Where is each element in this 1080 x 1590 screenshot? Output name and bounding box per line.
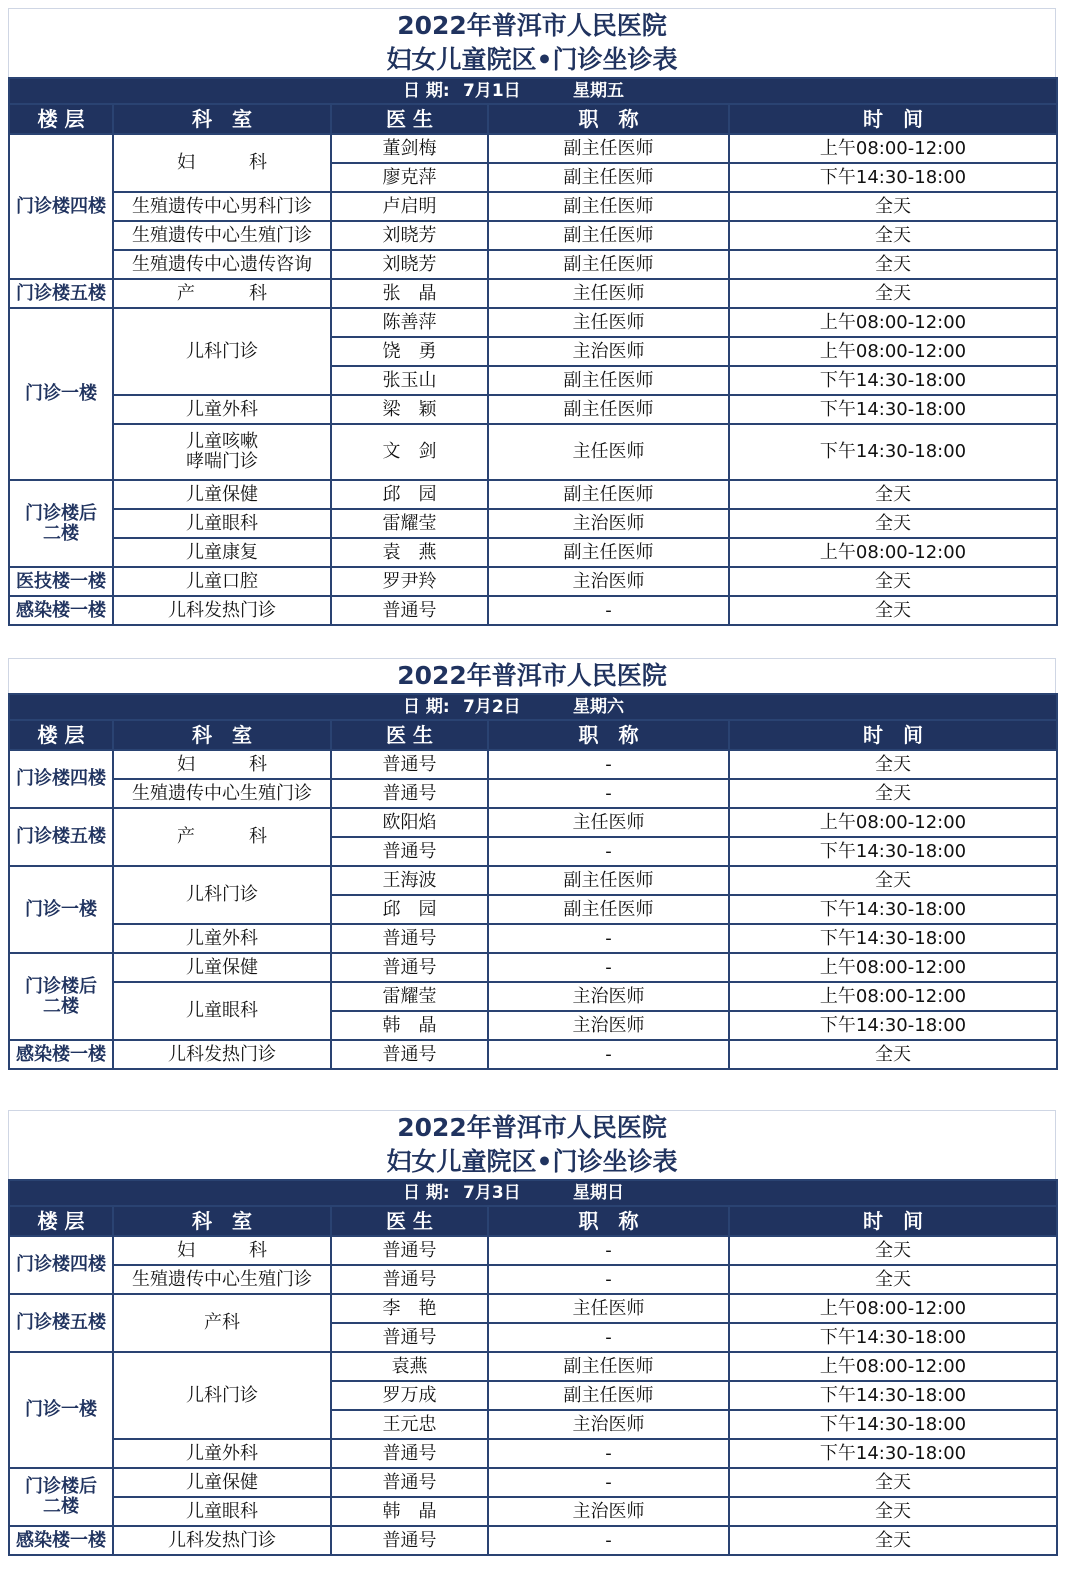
header-title: 职 称 bbox=[488, 720, 729, 750]
table-row bbox=[9, 1468, 1057, 1497]
time-cell: 全天 bbox=[729, 567, 1057, 596]
doctor-cell: 普通号 bbox=[331, 750, 488, 779]
title-cell: 主任医师 bbox=[488, 279, 729, 308]
schedule-title bbox=[8, 658, 1056, 693]
title-cell: 副主任医师 bbox=[488, 866, 729, 895]
title-line: 2022年普洱市人民医院 bbox=[397, 1113, 667, 1142]
time-cell: 上午08:00-12:00 bbox=[729, 337, 1057, 366]
table-row bbox=[9, 1439, 1057, 1468]
header-title: 职 称 bbox=[488, 1206, 729, 1236]
dept-cell: 儿童康复 bbox=[113, 538, 331, 567]
header-time: 时 间 bbox=[729, 1206, 1057, 1236]
doctor-cell: 梁 颖 bbox=[331, 395, 488, 424]
floor-cell: 门诊楼后 二楼 bbox=[9, 953, 113, 1040]
table-row bbox=[9, 1526, 1057, 1555]
table-row bbox=[9, 982, 1057, 1011]
time-cell: 全天 bbox=[729, 1265, 1057, 1294]
schedule-day-3 bbox=[8, 1110, 1056, 1556]
doctor-cell: 普通号 bbox=[331, 1439, 488, 1468]
schedule-table bbox=[8, 77, 1058, 626]
time-cell: 全天 bbox=[729, 866, 1057, 895]
floor-cell: 门诊楼后 二楼 bbox=[9, 480, 113, 567]
dept-cell: 儿童咳嗽 哮喘门诊 bbox=[113, 424, 331, 480]
doctor-cell: 韩 晶 bbox=[331, 1497, 488, 1526]
doctor-cell: 廖克萍 bbox=[331, 163, 488, 192]
header-dept: 科 室 bbox=[113, 720, 331, 750]
time-cell: 全天 bbox=[729, 596, 1057, 625]
title-cell: - bbox=[488, 924, 729, 953]
table-row bbox=[9, 221, 1057, 250]
date-label: 日 期: bbox=[403, 1183, 450, 1203]
floor-cell: 门诊楼五楼 bbox=[9, 808, 113, 866]
doctor-cell: 普通号 bbox=[331, 1040, 488, 1069]
table-row bbox=[9, 1497, 1057, 1526]
table-row bbox=[9, 134, 1057, 163]
doctor-cell: 普通号 bbox=[331, 837, 488, 866]
table-row bbox=[9, 509, 1057, 538]
floor-cell: 门诊楼后 二楼 bbox=[9, 1468, 113, 1526]
title-cell: - bbox=[488, 1265, 729, 1294]
time-cell: 全天 bbox=[729, 1468, 1057, 1497]
time-cell: 下午14:30-18:00 bbox=[729, 1323, 1057, 1352]
dept-cell: 妇 科 bbox=[113, 750, 331, 779]
dept-cell: 儿童保健 bbox=[113, 953, 331, 982]
time-cell: 上午08:00-12:00 bbox=[729, 1352, 1057, 1381]
title-cell: 主治医师 bbox=[488, 509, 729, 538]
dept-cell: 儿童外科 bbox=[113, 924, 331, 953]
dept-cell: 儿童外科 bbox=[113, 1439, 331, 1468]
date-row bbox=[9, 78, 1057, 104]
table-row bbox=[9, 1265, 1057, 1294]
time-cell: 下午14:30-18:00 bbox=[729, 924, 1057, 953]
time-cell: 上午08:00-12:00 bbox=[729, 1294, 1057, 1323]
schedule-day-1 bbox=[8, 8, 1056, 626]
dept-cell: 生殖遗传中心生殖门诊 bbox=[113, 1265, 331, 1294]
doctor-cell: 李 艳 bbox=[331, 1294, 488, 1323]
time-cell: 下午14:30-18:00 bbox=[729, 1011, 1057, 1040]
title-cell: - bbox=[488, 1236, 729, 1265]
header-title: 职 称 bbox=[488, 104, 729, 134]
title-cell: - bbox=[488, 750, 729, 779]
title-cell: 主治医师 bbox=[488, 1497, 729, 1526]
table-row bbox=[9, 1294, 1057, 1323]
doctor-cell: 普通号 bbox=[331, 1265, 488, 1294]
title-cell: - bbox=[488, 1040, 729, 1069]
doctor-cell: 王海波 bbox=[331, 866, 488, 895]
dept-cell: 儿科门诊 bbox=[113, 308, 331, 395]
doctor-cell: 普通号 bbox=[331, 953, 488, 982]
date-cell bbox=[9, 78, 1057, 104]
time-cell: 下午14:30-18:00 bbox=[729, 1410, 1057, 1439]
table-row bbox=[9, 279, 1057, 308]
dept-cell: 生殖遗传中心男科门诊 bbox=[113, 192, 331, 221]
dept-cell: 儿童眼科 bbox=[113, 1497, 331, 1526]
title-cell: 主治医师 bbox=[488, 1410, 729, 1439]
date-value: 7月3日 bbox=[463, 1183, 521, 1203]
doctor-cell: 文 剑 bbox=[331, 424, 488, 480]
dept-cell: 儿童眼科 bbox=[113, 509, 331, 538]
doctor-cell: 刘晓芳 bbox=[331, 250, 488, 279]
dept-cell: 生殖遗传中心遗传咨询 bbox=[113, 250, 331, 279]
floor-cell: 感染楼一楼 bbox=[9, 1040, 113, 1069]
title-cell: 副主任医师 bbox=[488, 134, 729, 163]
title-cell: - bbox=[488, 1468, 729, 1497]
schedule-title bbox=[8, 1110, 1056, 1179]
title-cell: 副主任医师 bbox=[488, 895, 729, 924]
table-row bbox=[9, 953, 1057, 982]
title-cell: 副主任医师 bbox=[488, 538, 729, 567]
date-cell bbox=[9, 694, 1057, 720]
floor-cell: 门诊一楼 bbox=[9, 308, 113, 480]
doctor-cell: 饶 勇 bbox=[331, 337, 488, 366]
doctor-cell: 普通号 bbox=[331, 1236, 488, 1265]
title-cell: 副主任医师 bbox=[488, 1352, 729, 1381]
doctor-cell: 普通号 bbox=[331, 1526, 488, 1555]
title-line: 2022年普洱市人民医院 bbox=[397, 661, 667, 690]
title-cell: 副主任医师 bbox=[488, 221, 729, 250]
time-cell: 上午08:00-12:00 bbox=[729, 808, 1057, 837]
time-cell: 上午08:00-12:00 bbox=[729, 982, 1057, 1011]
doctor-cell: 陈善萍 bbox=[331, 308, 488, 337]
dept-cell: 儿童保健 bbox=[113, 1468, 331, 1497]
time-cell: 上午08:00-12:00 bbox=[729, 134, 1057, 163]
time-cell: 下午14:30-18:00 bbox=[729, 424, 1057, 480]
time-cell: 下午14:30-18:00 bbox=[729, 1381, 1057, 1410]
title-cell: - bbox=[488, 596, 729, 625]
doctor-cell: 欧阳焰 bbox=[331, 808, 488, 837]
weekday: 星期六 bbox=[573, 697, 625, 717]
table-row bbox=[9, 1040, 1057, 1069]
table-row bbox=[9, 779, 1057, 808]
doctor-cell: 邱 园 bbox=[331, 480, 488, 509]
table-row bbox=[9, 750, 1057, 779]
time-cell: 下午14:30-18:00 bbox=[729, 163, 1057, 192]
dept-cell: 儿童外科 bbox=[113, 395, 331, 424]
time-cell: 全天 bbox=[729, 1040, 1057, 1069]
table-row bbox=[9, 308, 1057, 337]
floor-cell: 感染楼一楼 bbox=[9, 1526, 113, 1555]
title-line: 妇女儿童院区•门诊坐诊表 bbox=[386, 1147, 678, 1176]
title-cell: 主任医师 bbox=[488, 808, 729, 837]
doctor-cell: 普通号 bbox=[331, 779, 488, 808]
title-cell: 副主任医师 bbox=[488, 395, 729, 424]
doctor-cell: 袁 燕 bbox=[331, 538, 488, 567]
header-floor: 楼 层 bbox=[9, 1206, 113, 1236]
table-row bbox=[9, 192, 1057, 221]
title-cell: 主任医师 bbox=[488, 424, 729, 480]
header-floor: 楼 层 bbox=[9, 104, 113, 134]
header-doctor: 医 生 bbox=[331, 104, 488, 134]
floor-cell: 医技楼一楼 bbox=[9, 567, 113, 596]
header-row bbox=[9, 720, 1057, 750]
doctor-cell: 王元忠 bbox=[331, 1410, 488, 1439]
title-line: 2022年普洱市人民医院 bbox=[397, 11, 667, 40]
title-cell: - bbox=[488, 1323, 729, 1352]
header-row bbox=[9, 1206, 1057, 1236]
table-row bbox=[9, 924, 1057, 953]
doctor-cell: 刘晓芳 bbox=[331, 221, 488, 250]
doctor-cell: 董剑梅 bbox=[331, 134, 488, 163]
time-cell: 全天 bbox=[729, 279, 1057, 308]
dept-cell: 儿科发热门诊 bbox=[113, 1526, 331, 1555]
header-floor: 楼 层 bbox=[9, 720, 113, 750]
date-row bbox=[9, 1180, 1057, 1206]
doctor-cell: 韩 晶 bbox=[331, 1011, 488, 1040]
doctor-cell: 普通号 bbox=[331, 1468, 488, 1497]
doctor-cell: 罗万成 bbox=[331, 1381, 488, 1410]
title-cell: - bbox=[488, 1526, 729, 1555]
dept-cell: 儿科门诊 bbox=[113, 866, 331, 924]
dept-cell: 儿科发热门诊 bbox=[113, 1040, 331, 1069]
header-doctor: 医 生 bbox=[331, 1206, 488, 1236]
header-time: 时 间 bbox=[729, 104, 1057, 134]
time-cell: 上午08:00-12:00 bbox=[729, 308, 1057, 337]
header-dept: 科 室 bbox=[113, 104, 331, 134]
floor-cell: 感染楼一楼 bbox=[9, 596, 113, 625]
header-dept: 科 室 bbox=[113, 1206, 331, 1236]
date-row bbox=[9, 694, 1057, 720]
title-cell: 主任医师 bbox=[488, 308, 729, 337]
time-cell: 下午14:30-18:00 bbox=[729, 837, 1057, 866]
time-cell: 全天 bbox=[729, 480, 1057, 509]
header-doctor: 医 生 bbox=[331, 720, 488, 750]
time-cell: 全天 bbox=[729, 509, 1057, 538]
table-row bbox=[9, 567, 1057, 596]
dept-cell: 儿童保健 bbox=[113, 480, 331, 509]
schedule-table bbox=[8, 1179, 1058, 1556]
dept-cell: 妇 科 bbox=[113, 1236, 331, 1265]
date-label: 日 期: bbox=[403, 81, 450, 101]
title-cell: - bbox=[488, 779, 729, 808]
doctor-cell: 袁燕 bbox=[331, 1352, 488, 1381]
time-cell: 下午14:30-18:00 bbox=[729, 366, 1057, 395]
table-row bbox=[9, 424, 1057, 480]
title-cell: 副主任医师 bbox=[488, 250, 729, 279]
time-cell: 上午08:00-12:00 bbox=[729, 538, 1057, 567]
schedule-title bbox=[8, 8, 1056, 77]
title-cell: 副主任医师 bbox=[488, 163, 729, 192]
title-line: 妇女儿童院区•门诊坐诊表 bbox=[386, 45, 678, 74]
table-row bbox=[9, 1236, 1057, 1265]
time-cell: 全天 bbox=[729, 1497, 1057, 1526]
dept-cell: 产 科 bbox=[113, 808, 331, 866]
dept-cell: 儿童眼科 bbox=[113, 982, 331, 1040]
floor-cell: 门诊楼四楼 bbox=[9, 134, 113, 279]
time-cell: 全天 bbox=[729, 750, 1057, 779]
doctor-cell: 雷耀莹 bbox=[331, 509, 488, 538]
dept-cell: 妇 科 bbox=[113, 134, 331, 192]
floor-cell: 门诊楼五楼 bbox=[9, 279, 113, 308]
doctor-cell: 张 晶 bbox=[331, 279, 488, 308]
date-value: 7月2日 bbox=[463, 697, 521, 717]
title-cell: 副主任医师 bbox=[488, 480, 729, 509]
doctor-cell: 普通号 bbox=[331, 596, 488, 625]
time-cell: 全天 bbox=[729, 221, 1057, 250]
time-cell: 全天 bbox=[729, 779, 1057, 808]
title-cell: 副主任医师 bbox=[488, 192, 729, 221]
title-cell: 主治医师 bbox=[488, 567, 729, 596]
doctor-cell: 邱 园 bbox=[331, 895, 488, 924]
schedule-day-2 bbox=[8, 658, 1056, 1070]
table-row bbox=[9, 808, 1057, 837]
title-cell: - bbox=[488, 953, 729, 982]
time-cell: 全天 bbox=[729, 250, 1057, 279]
doctor-cell: 雷耀莹 bbox=[331, 982, 488, 1011]
dept-cell: 儿童口腔 bbox=[113, 567, 331, 596]
doctor-cell: 普通号 bbox=[331, 1323, 488, 1352]
doctor-cell: 罗尹羚 bbox=[331, 567, 488, 596]
table-row bbox=[9, 395, 1057, 424]
title-cell: 主治医师 bbox=[488, 337, 729, 366]
dept-cell: 生殖遗传中心生殖门诊 bbox=[113, 779, 331, 808]
title-cell: 副主任医师 bbox=[488, 1381, 729, 1410]
title-cell: - bbox=[488, 1439, 729, 1468]
time-cell: 全天 bbox=[729, 1236, 1057, 1265]
title-cell: 主任医师 bbox=[488, 1294, 729, 1323]
schedule-table bbox=[8, 693, 1058, 1070]
time-cell: 全天 bbox=[729, 192, 1057, 221]
floor-cell: 门诊一楼 bbox=[9, 866, 113, 953]
floor-cell: 门诊楼四楼 bbox=[9, 1236, 113, 1294]
header-time: 时 间 bbox=[729, 720, 1057, 750]
date-label: 日 期: bbox=[403, 697, 450, 717]
table-row bbox=[9, 866, 1057, 895]
floor-cell: 门诊一楼 bbox=[9, 1352, 113, 1468]
title-cell: 主治医师 bbox=[488, 1011, 729, 1040]
dept-cell: 儿科门诊 bbox=[113, 1352, 331, 1439]
title-cell: - bbox=[488, 837, 729, 866]
table-row bbox=[9, 250, 1057, 279]
time-cell: 全天 bbox=[729, 1526, 1057, 1555]
dept-cell: 产 科 bbox=[113, 279, 331, 308]
time-cell: 下午14:30-18:00 bbox=[729, 895, 1057, 924]
date-cell bbox=[9, 1180, 1057, 1206]
doctor-cell: 卢启明 bbox=[331, 192, 488, 221]
table-row bbox=[9, 538, 1057, 567]
weekday: 星期五 bbox=[573, 81, 625, 101]
table-row bbox=[9, 480, 1057, 509]
floor-cell: 门诊楼四楼 bbox=[9, 750, 113, 808]
title-cell: 主治医师 bbox=[488, 982, 729, 1011]
table-row bbox=[9, 596, 1057, 625]
dept-cell: 儿科发热门诊 bbox=[113, 596, 331, 625]
header-row bbox=[9, 104, 1057, 134]
floor-cell: 门诊楼五楼 bbox=[9, 1294, 113, 1352]
time-cell: 下午14:30-18:00 bbox=[729, 395, 1057, 424]
dept-cell: 生殖遗传中心生殖门诊 bbox=[113, 221, 331, 250]
title-cell: 副主任医师 bbox=[488, 366, 729, 395]
dept-cell: 产科 bbox=[113, 1294, 331, 1352]
weekday: 星期日 bbox=[573, 1183, 625, 1203]
date-value: 7月1日 bbox=[463, 81, 521, 101]
time-cell: 上午08:00-12:00 bbox=[729, 953, 1057, 982]
table-row bbox=[9, 1352, 1057, 1381]
doctor-cell: 张玉山 bbox=[331, 366, 488, 395]
doctor-cell: 普通号 bbox=[331, 924, 488, 953]
time-cell: 下午14:30-18:00 bbox=[729, 1439, 1057, 1468]
